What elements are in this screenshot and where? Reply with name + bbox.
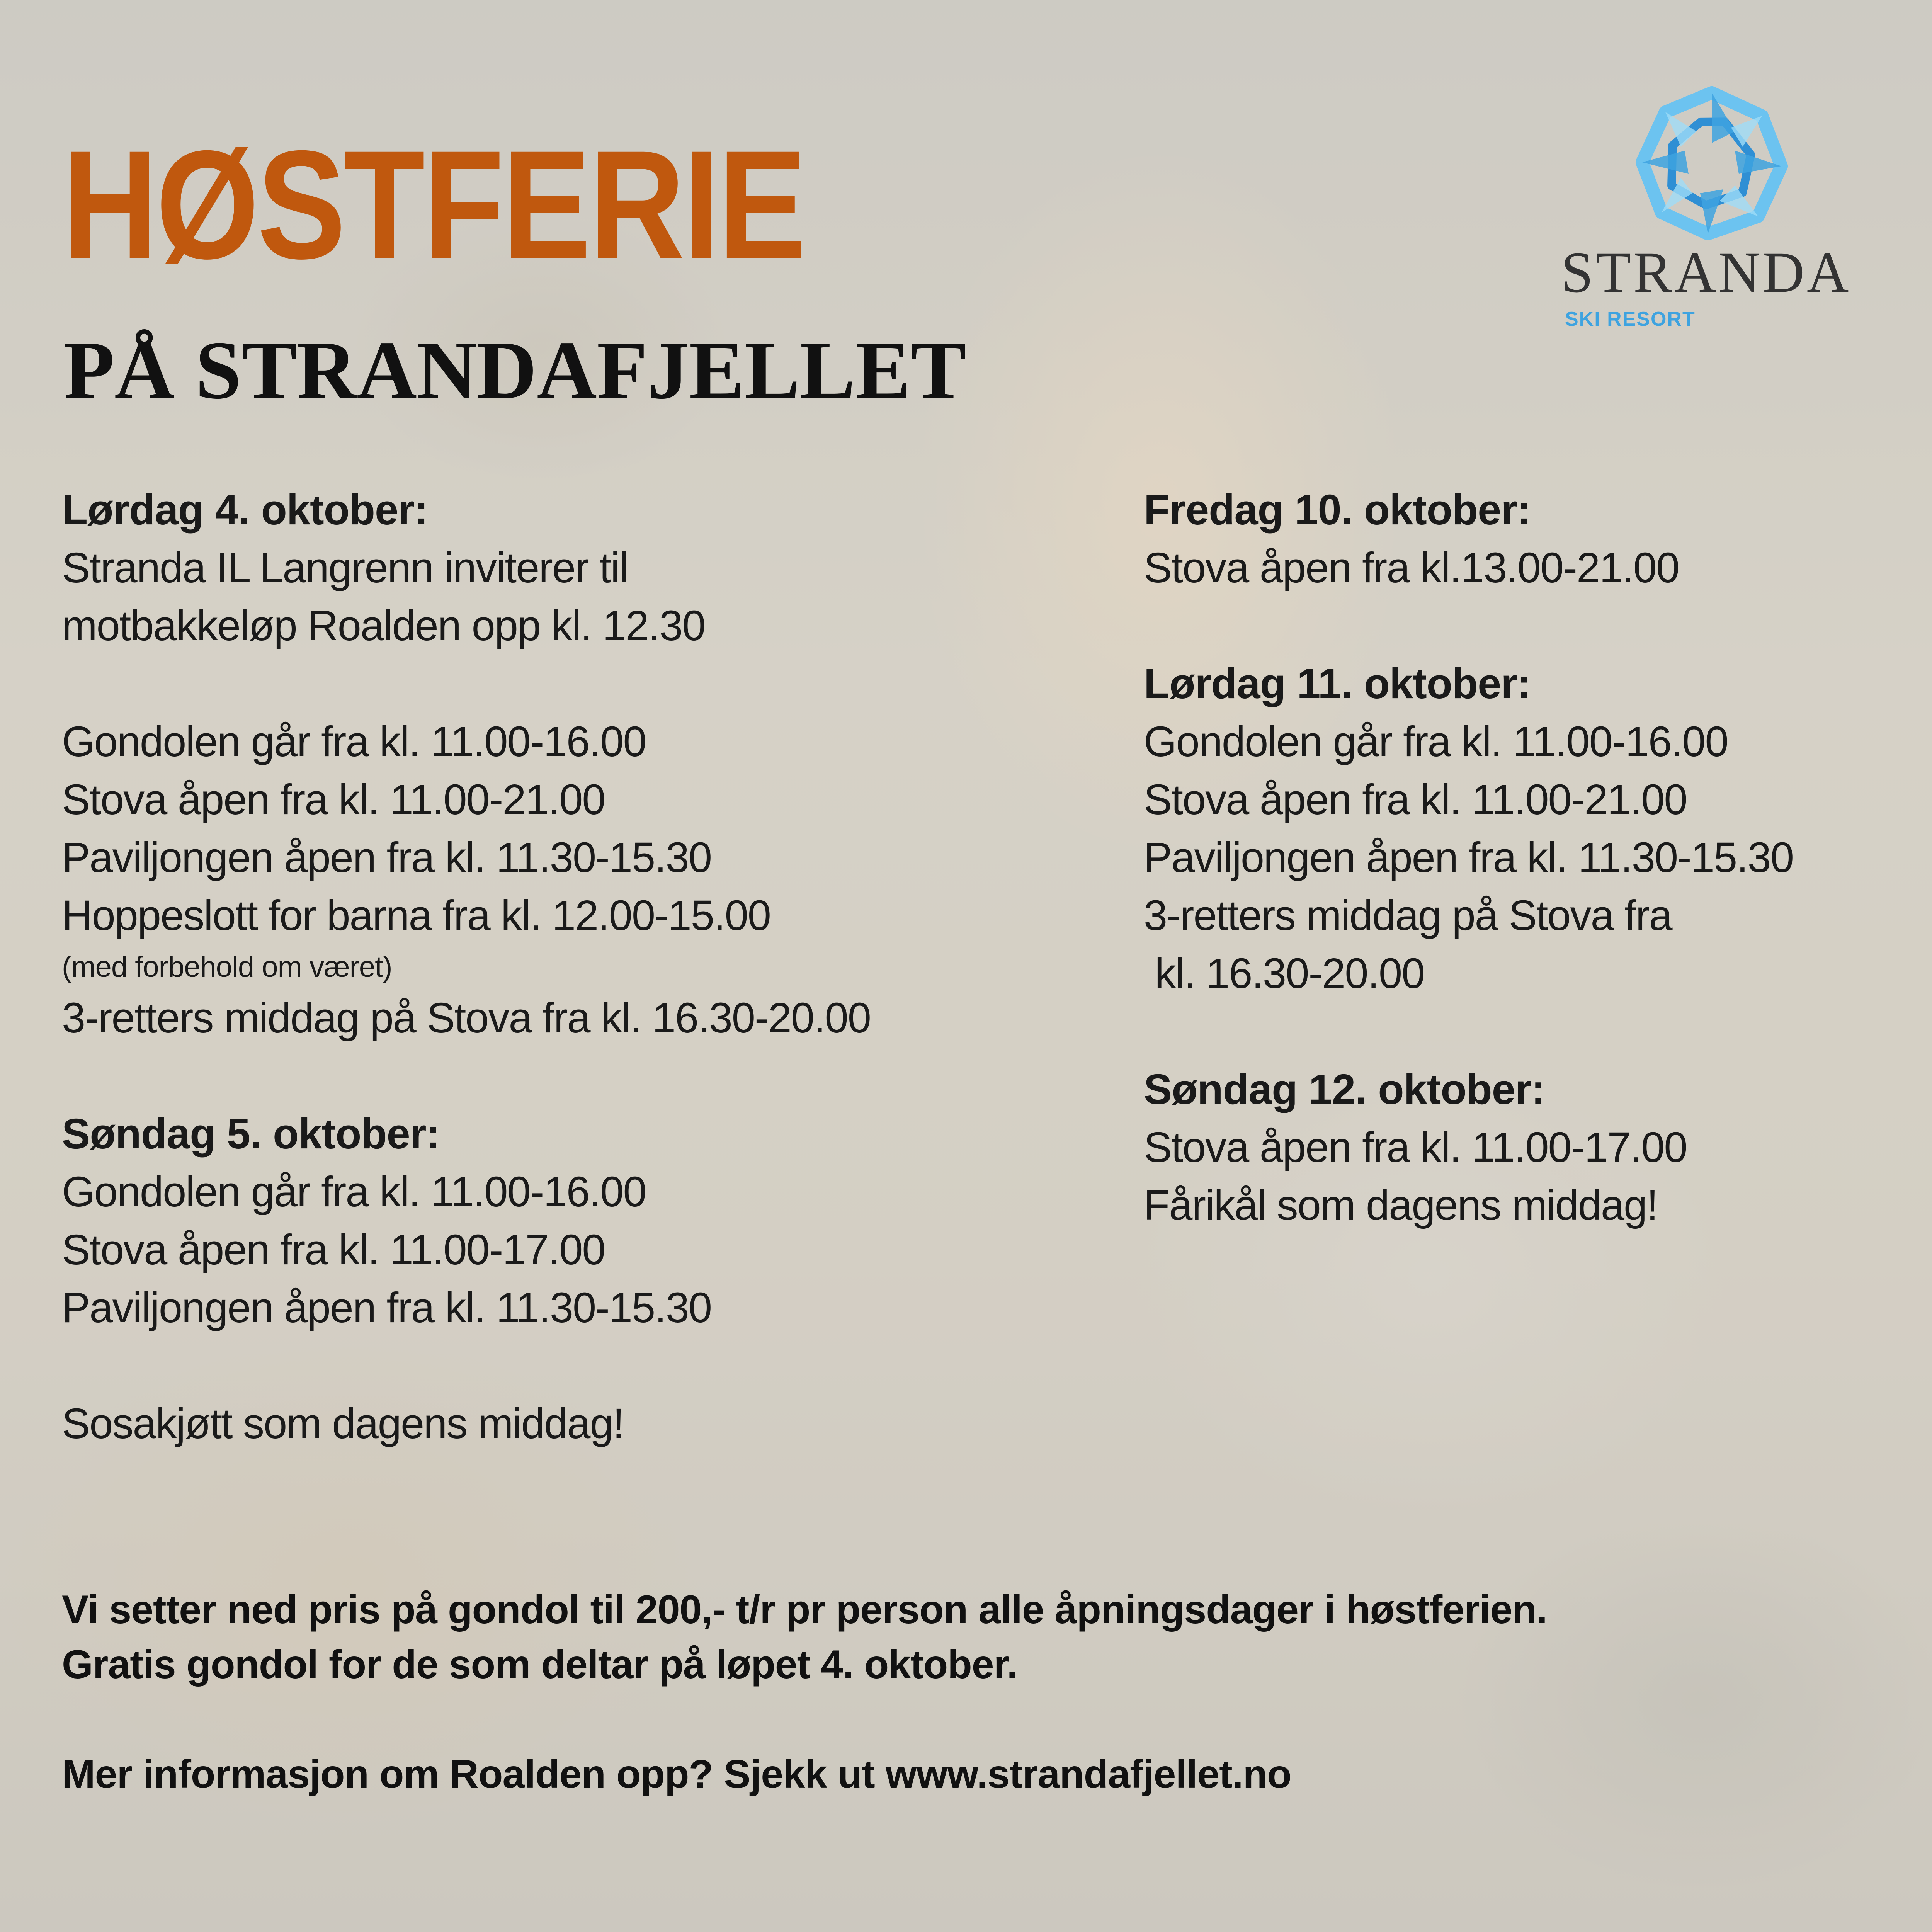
day-heading-fredag-10: Fredag 10. oktober: xyxy=(1144,486,1531,534)
footer-info xyxy=(62,1582,1547,1802)
schedule-left-column xyxy=(62,481,871,1453)
free-gondola-notice: Gratis gondol for de som deltar på løpet 4. oktober. xyxy=(62,1642,1018,1687)
stranda-logo xyxy=(1546,85,1893,340)
day-heading-lordag-4: Lørdag 4. oktober: xyxy=(62,486,428,534)
weather-note: (med forbehold om været) xyxy=(62,951,392,983)
schedule-line: 3-retters middag på Stova fra kl. 16.30-20.00 xyxy=(62,994,871,1042)
schedule-line: Gondolen går fra kl. 11.00-16.00 xyxy=(1144,718,1728,765)
schedule-line: kl. 16.30-20.00 xyxy=(1144,950,1425,997)
schedule-line: motbakkeløp Roalden opp kl. 12.30 xyxy=(62,602,705,650)
day-heading-lordag-11: Lørdag 11. oktober: xyxy=(1144,660,1531,707)
blue-geometric-star-icon xyxy=(1634,85,1789,240)
logo-tagline: SKI RESORT xyxy=(1565,308,1696,330)
schedule-right-column xyxy=(1144,481,1793,1235)
logo-wordmark: STRANDA xyxy=(1561,240,1851,304)
schedule-line: Stranda IL Langrenn inviterer til xyxy=(62,544,628,592)
schedule-line: Stova åpen fra kl.13.00-21.00 xyxy=(1144,544,1679,592)
schedule-line: Paviljongen åpen fra kl. 11.30-15.30 xyxy=(1144,834,1794,881)
schedule-line: Paviljongen åpen fra kl. 11.30-15.30 xyxy=(62,834,712,881)
schedule-line: Gondolen går fra kl. 11.00-16.00 xyxy=(62,1168,646,1216)
page-subtitle: PÅ STRANDAFJELLET xyxy=(64,324,966,416)
schedule-line: 3-retters middag på Stova fra xyxy=(1144,892,1672,939)
schedule-line: Paviljongen åpen fra kl. 11.30-15.30 xyxy=(62,1284,712,1332)
schedule-line: Stova åpen fra kl. 11.00-21.00 xyxy=(1144,776,1687,823)
more-info-link-text: Mer informasjon om Roalden opp? Sjekk ut www.strandafjellet.no xyxy=(62,1752,1291,1797)
schedule-line: Stova åpen fra kl. 11.00-17.00 xyxy=(1144,1124,1687,1171)
schedule-line: Fårikål som dagens middag! xyxy=(1144,1182,1658,1229)
day-heading-sondag-5: Søndag 5. oktober: xyxy=(62,1110,440,1158)
schedule-line: Hoppeslott for barna fra kl. 12.00-15.00 xyxy=(62,892,770,939)
schedule-line: Gondolen går fra kl. 11.00-16.00 xyxy=(62,718,646,765)
schedule-line: Stova åpen fra kl. 11.00-17.00 xyxy=(62,1226,605,1274)
day-heading-sondag-12: Søndag 12. oktober: xyxy=(1144,1066,1545,1113)
page-title: HØSTFERIE xyxy=(62,118,805,291)
schedule-line: Stova åpen fra kl. 11.00-21.00 xyxy=(62,776,605,823)
schedule-line: Sosakjøtt som dagens middag! xyxy=(62,1400,624,1447)
price-notice: Vi setter ned pris på gondol til 200,- t/r pr person alle åpningsdager i høstferien. xyxy=(62,1587,1547,1632)
